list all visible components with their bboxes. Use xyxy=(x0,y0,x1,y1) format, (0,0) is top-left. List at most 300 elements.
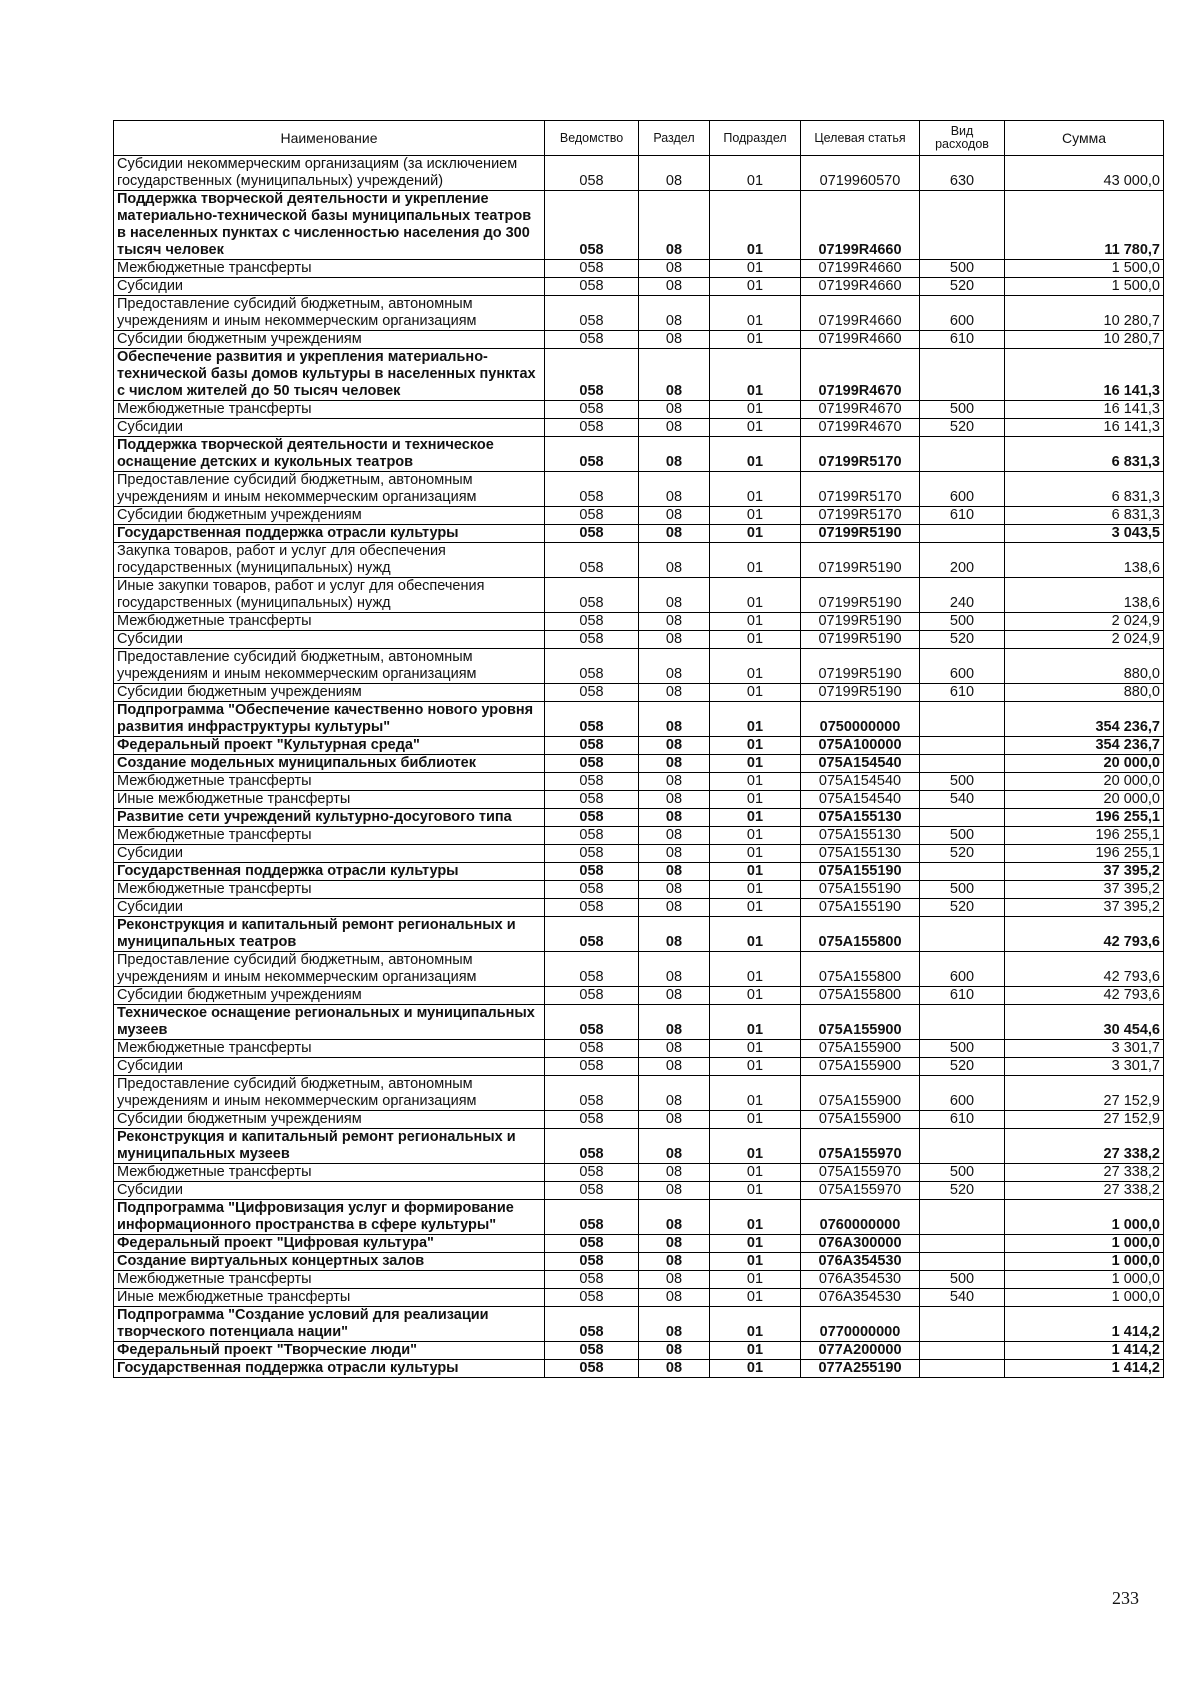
cell-target-article: 075А155800 xyxy=(801,987,920,1005)
cell-subsection: 01 xyxy=(710,156,801,191)
cell-subsection: 01 xyxy=(710,684,801,702)
cell-subsection: 01 xyxy=(710,260,801,278)
cell-subsection: 01 xyxy=(710,863,801,881)
cell-subsection: 01 xyxy=(710,613,801,631)
cell-name: Федеральный проект "Творческие люди" xyxy=(114,1342,545,1360)
cell-target-article: 075А155130 xyxy=(801,845,920,863)
cell-subsection: 01 xyxy=(710,1253,801,1271)
cell-target-article: 07199R4660 xyxy=(801,278,920,296)
cell-department: 058 xyxy=(545,472,639,507)
cell-subsection: 01 xyxy=(710,917,801,952)
cell-subsection: 01 xyxy=(710,507,801,525)
cell-name: Субсидии бюджетным учреждениям xyxy=(114,507,545,525)
cell-name: Техническое оснащение региональных и муниципальных музеев xyxy=(114,1005,545,1040)
cell-department: 058 xyxy=(545,1307,639,1342)
table-row xyxy=(114,684,1164,702)
cell-sum: 196 255,1 xyxy=(1005,809,1164,827)
table-row xyxy=(114,1307,1164,1342)
cell-section: 08 xyxy=(639,507,710,525)
cell-expense-type xyxy=(920,525,1005,543)
cell-target-article: 075А155190 xyxy=(801,863,920,881)
cell-target-article: 076А300000 xyxy=(801,1235,920,1253)
cell-subsection: 01 xyxy=(710,952,801,987)
cell-sum: 42 793,6 xyxy=(1005,917,1164,952)
cell-target-article: 075А155900 xyxy=(801,1076,920,1111)
cell-sum: 1 000,0 xyxy=(1005,1253,1164,1271)
cell-expense-type xyxy=(920,1253,1005,1271)
cell-expense-type: 600 xyxy=(920,472,1005,507)
cell-section: 08 xyxy=(639,1182,710,1200)
cell-subsection: 01 xyxy=(710,278,801,296)
cell-section: 08 xyxy=(639,613,710,631)
table-row xyxy=(114,917,1164,952)
cell-target-article: 075А155800 xyxy=(801,952,920,987)
cell-department: 058 xyxy=(545,791,639,809)
header-target-article: Целевая статья xyxy=(801,121,920,156)
cell-target-article: 076А354530 xyxy=(801,1253,920,1271)
cell-sum: 354 236,7 xyxy=(1005,737,1164,755)
cell-name: Межбюджетные трансферты xyxy=(114,260,545,278)
cell-department: 058 xyxy=(545,649,639,684)
cell-subsection: 01 xyxy=(710,1360,801,1378)
header-expense-type: Вид расходов xyxy=(920,121,1005,156)
cell-target-article: 0760000000 xyxy=(801,1200,920,1235)
cell-subsection: 01 xyxy=(710,331,801,349)
cell-section: 08 xyxy=(639,156,710,191)
cell-target-article: 07199R4670 xyxy=(801,349,920,401)
cell-name: Федеральный проект "Цифровая культура" xyxy=(114,1235,545,1253)
cell-sum: 43 000,0 xyxy=(1005,156,1164,191)
cell-sum: 16 141,3 xyxy=(1005,419,1164,437)
table-row xyxy=(114,827,1164,845)
cell-department: 058 xyxy=(545,1342,639,1360)
cell-name: Межбюджетные трансферты xyxy=(114,1271,545,1289)
cell-subsection: 01 xyxy=(710,1040,801,1058)
cell-subsection: 01 xyxy=(710,631,801,649)
cell-department: 058 xyxy=(545,278,639,296)
cell-section: 08 xyxy=(639,684,710,702)
cell-section: 08 xyxy=(639,1200,710,1235)
cell-section: 08 xyxy=(639,809,710,827)
table-row xyxy=(114,863,1164,881)
cell-name: Государственная поддержка отрасли культуры xyxy=(114,525,545,543)
cell-expense-type: 520 xyxy=(920,1182,1005,1200)
table-row xyxy=(114,419,1164,437)
cell-target-article: 075А155190 xyxy=(801,881,920,899)
cell-sum: 2 024,9 xyxy=(1005,631,1164,649)
cell-expense-type: 520 xyxy=(920,899,1005,917)
cell-subsection: 01 xyxy=(710,755,801,773)
cell-section: 08 xyxy=(639,1289,710,1307)
cell-sum: 1 000,0 xyxy=(1005,1289,1164,1307)
cell-subsection: 01 xyxy=(710,437,801,472)
cell-subsection: 01 xyxy=(710,773,801,791)
cell-expense-type: 500 xyxy=(920,613,1005,631)
cell-expense-type xyxy=(920,1235,1005,1253)
cell-expense-type: 630 xyxy=(920,156,1005,191)
cell-sum: 880,0 xyxy=(1005,684,1164,702)
cell-department: 058 xyxy=(545,613,639,631)
table-body xyxy=(114,156,1164,1378)
table-row xyxy=(114,1253,1164,1271)
budget-table-sheet xyxy=(113,120,1163,1378)
cell-target-article: 075А155190 xyxy=(801,899,920,917)
cell-subsection: 01 xyxy=(710,1235,801,1253)
cell-subsection: 01 xyxy=(710,1005,801,1040)
cell-target-article: 07199R5190 xyxy=(801,684,920,702)
cell-name: Федеральный проект "Культурная среда" xyxy=(114,737,545,755)
table-row xyxy=(114,987,1164,1005)
cell-department: 058 xyxy=(545,578,639,613)
cell-expense-type: 500 xyxy=(920,1271,1005,1289)
cell-target-article: 077А200000 xyxy=(801,1342,920,1360)
page-number: 233 xyxy=(1112,1588,1139,1608)
cell-department: 058 xyxy=(545,543,639,578)
cell-section: 08 xyxy=(639,1111,710,1129)
cell-sum: 1 500,0 xyxy=(1005,260,1164,278)
cell-expense-type xyxy=(920,737,1005,755)
cell-department: 058 xyxy=(545,863,639,881)
cell-department: 058 xyxy=(545,401,639,419)
cell-department: 058 xyxy=(545,845,639,863)
cell-target-article: 07199R5190 xyxy=(801,525,920,543)
table-row xyxy=(114,952,1164,987)
cell-name: Создание виртуальных концертных залов xyxy=(114,1253,545,1271)
cell-department: 058 xyxy=(545,1040,639,1058)
cell-department: 058 xyxy=(545,827,639,845)
cell-section: 08 xyxy=(639,525,710,543)
table-row xyxy=(114,631,1164,649)
cell-department: 058 xyxy=(545,1235,639,1253)
cell-section: 08 xyxy=(639,1129,710,1164)
cell-expense-type: 500 xyxy=(920,401,1005,419)
cell-expense-type xyxy=(920,191,1005,260)
cell-name: Обеспечение развития и укрепления материально-технической базы домов культуры в населенных пунктах с числом жителей до 50 тысяч человек xyxy=(114,349,545,401)
cell-subsection: 01 xyxy=(710,1111,801,1129)
cell-subsection: 01 xyxy=(710,1342,801,1360)
cell-department: 058 xyxy=(545,702,639,737)
cell-sum: 27 152,9 xyxy=(1005,1111,1164,1129)
cell-target-article: 075А154540 xyxy=(801,755,920,773)
cell-section: 08 xyxy=(639,437,710,472)
cell-sum: 6 831,3 xyxy=(1005,472,1164,507)
cell-name: Подпрограмма "Обеспечение качественно нового уровня развития инфраструктуры культуры" xyxy=(114,702,545,737)
cell-subsection: 01 xyxy=(710,987,801,1005)
table-row xyxy=(114,543,1164,578)
cell-target-article: 076А354530 xyxy=(801,1271,920,1289)
cell-name: Реконструкция и капитальный ремонт региональных и муниципальных театров xyxy=(114,917,545,952)
cell-department: 058 xyxy=(545,525,639,543)
cell-expense-type: 520 xyxy=(920,1058,1005,1076)
cell-department: 058 xyxy=(545,737,639,755)
table-row xyxy=(114,260,1164,278)
cell-department: 058 xyxy=(545,755,639,773)
cell-expense-type: 610 xyxy=(920,987,1005,1005)
cell-expense-type: 500 xyxy=(920,1164,1005,1182)
cell-name: Предоставление субсидий бюджетным, автономным учреждениям и иным некоммерческим организациям xyxy=(114,649,545,684)
table-row xyxy=(114,1005,1164,1040)
cell-sum: 30 454,6 xyxy=(1005,1005,1164,1040)
header-name: Наименование xyxy=(114,121,545,156)
cell-name: Субсидии xyxy=(114,631,545,649)
cell-target-article: 075А155900 xyxy=(801,1040,920,1058)
cell-expense-type: 520 xyxy=(920,631,1005,649)
cell-name: Межбюджетные трансферты xyxy=(114,1040,545,1058)
cell-section: 08 xyxy=(639,401,710,419)
cell-section: 08 xyxy=(639,260,710,278)
cell-target-article: 07199R5190 xyxy=(801,631,920,649)
cell-target-article: 075А100000 xyxy=(801,737,920,755)
cell-expense-type: 540 xyxy=(920,791,1005,809)
cell-sum: 1 414,2 xyxy=(1005,1342,1164,1360)
cell-target-article: 07199R4660 xyxy=(801,296,920,331)
cell-name: Субсидии xyxy=(114,845,545,863)
cell-section: 08 xyxy=(639,773,710,791)
cell-expense-type xyxy=(920,1342,1005,1360)
cell-sum: 354 236,7 xyxy=(1005,702,1164,737)
cell-subsection: 01 xyxy=(710,191,801,260)
header-department: Ведомство xyxy=(545,121,639,156)
cell-section: 08 xyxy=(639,349,710,401)
cell-section: 08 xyxy=(639,791,710,809)
table-row xyxy=(114,331,1164,349)
cell-target-article: 075А155970 xyxy=(801,1164,920,1182)
cell-section: 08 xyxy=(639,881,710,899)
cell-expense-type xyxy=(920,437,1005,472)
cell-target-article: 07199R4670 xyxy=(801,401,920,419)
cell-subsection: 01 xyxy=(710,702,801,737)
table-row xyxy=(114,702,1164,737)
cell-section: 08 xyxy=(639,863,710,881)
cell-subsection: 01 xyxy=(710,1129,801,1164)
cell-name: Предоставление субсидий бюджетным, автономным учреждениям и иным некоммерческим организациям xyxy=(114,952,545,987)
cell-name: Иные закупки товаров, работ и услуг для обеспечения государственных (муниципальных) нужд xyxy=(114,578,545,613)
cell-department: 058 xyxy=(545,507,639,525)
cell-section: 08 xyxy=(639,578,710,613)
cell-section: 08 xyxy=(639,472,710,507)
header-sum: Сумма xyxy=(1005,121,1164,156)
cell-expense-type xyxy=(920,1360,1005,1378)
cell-target-article: 0750000000 xyxy=(801,702,920,737)
table-row xyxy=(114,613,1164,631)
table-row xyxy=(114,1182,1164,1200)
cell-name: Реконструкция и капитальный ремонт региональных и муниципальных музеев xyxy=(114,1129,545,1164)
cell-target-article: 075А154540 xyxy=(801,773,920,791)
cell-name: Подпрограмма "Создание условий для реализации творческого потенциала нации" xyxy=(114,1307,545,1342)
cell-name: Развитие сети учреждений культурно-досугового типа xyxy=(114,809,545,827)
cell-section: 08 xyxy=(639,1307,710,1342)
cell-expense-type: 540 xyxy=(920,1289,1005,1307)
cell-expense-type: 600 xyxy=(920,296,1005,331)
cell-department: 058 xyxy=(545,1005,639,1040)
cell-section: 08 xyxy=(639,952,710,987)
cell-subsection: 01 xyxy=(710,1164,801,1182)
cell-name: Субсидии xyxy=(114,278,545,296)
cell-target-article: 075А155900 xyxy=(801,1111,920,1129)
cell-department: 058 xyxy=(545,296,639,331)
cell-expense-type: 610 xyxy=(920,507,1005,525)
cell-section: 08 xyxy=(639,1342,710,1360)
table-row xyxy=(114,1040,1164,1058)
cell-name: Субсидии xyxy=(114,1182,545,1200)
cell-section: 08 xyxy=(639,1271,710,1289)
cell-section: 08 xyxy=(639,737,710,755)
cell-expense-type: 520 xyxy=(920,278,1005,296)
cell-department: 058 xyxy=(545,1058,639,1076)
cell-section: 08 xyxy=(639,827,710,845)
cell-sum: 1 000,0 xyxy=(1005,1200,1164,1235)
cell-section: 08 xyxy=(639,191,710,260)
cell-section: 08 xyxy=(639,649,710,684)
cell-sum: 1 000,0 xyxy=(1005,1235,1164,1253)
cell-expense-type xyxy=(920,1129,1005,1164)
cell-subsection: 01 xyxy=(710,472,801,507)
cell-target-article: 07199R4660 xyxy=(801,191,920,260)
cell-name: Межбюджетные трансферты xyxy=(114,827,545,845)
table-row xyxy=(114,1058,1164,1076)
cell-subsection: 01 xyxy=(710,543,801,578)
cell-sum: 3 301,7 xyxy=(1005,1058,1164,1076)
cell-name: Поддержка творческой деятельности и укрепление материально-технической базы муниципальных театров в населенных пунктах с численностью населения до 300 тысяч человек xyxy=(114,191,545,260)
cell-department: 058 xyxy=(545,331,639,349)
cell-target-article: 075А155130 xyxy=(801,809,920,827)
cell-section: 08 xyxy=(639,419,710,437)
cell-department: 058 xyxy=(545,1129,639,1164)
cell-expense-type xyxy=(920,349,1005,401)
table-row xyxy=(114,755,1164,773)
cell-department: 058 xyxy=(545,917,639,952)
header-section: Раздел xyxy=(639,121,710,156)
cell-name: Межбюджетные трансферты xyxy=(114,1164,545,1182)
cell-target-article: 075А155900 xyxy=(801,1058,920,1076)
table-row xyxy=(114,296,1164,331)
cell-sum: 6 831,3 xyxy=(1005,507,1164,525)
cell-expense-type xyxy=(920,1005,1005,1040)
cell-target-article: 07199R5170 xyxy=(801,507,920,525)
cell-sum: 6 831,3 xyxy=(1005,437,1164,472)
table-row xyxy=(114,278,1164,296)
cell-subsection: 01 xyxy=(710,349,801,401)
cell-name: Субсидии бюджетным учреждениям xyxy=(114,987,545,1005)
cell-target-article: 075А155800 xyxy=(801,917,920,952)
table-row xyxy=(114,737,1164,755)
cell-department: 058 xyxy=(545,684,639,702)
table-row xyxy=(114,1111,1164,1129)
cell-target-article: 0770000000 xyxy=(801,1307,920,1342)
table-row xyxy=(114,845,1164,863)
cell-section: 08 xyxy=(639,1005,710,1040)
cell-section: 08 xyxy=(639,331,710,349)
cell-sum: 138,6 xyxy=(1005,543,1164,578)
table-row xyxy=(114,1360,1164,1378)
cell-name: Поддержка творческой деятельности и техническое оснащение детских и кукольных театров xyxy=(114,437,545,472)
table-row xyxy=(114,1289,1164,1307)
cell-department: 058 xyxy=(545,952,639,987)
cell-subsection: 01 xyxy=(710,578,801,613)
cell-sum: 27 338,2 xyxy=(1005,1129,1164,1164)
cell-target-article: 07199R5190 xyxy=(801,578,920,613)
cell-sum: 37 395,2 xyxy=(1005,899,1164,917)
budget-table xyxy=(113,120,1164,1378)
table-row xyxy=(114,578,1164,613)
cell-expense-type: 600 xyxy=(920,1076,1005,1111)
cell-name: Создание модельных муниципальных библиотек xyxy=(114,755,545,773)
cell-sum: 138,6 xyxy=(1005,578,1164,613)
cell-department: 058 xyxy=(545,881,639,899)
cell-sum: 10 280,7 xyxy=(1005,331,1164,349)
cell-expense-type: 610 xyxy=(920,331,1005,349)
cell-subsection: 01 xyxy=(710,1289,801,1307)
cell-department: 058 xyxy=(545,191,639,260)
cell-expense-type: 200 xyxy=(920,543,1005,578)
table-row xyxy=(114,472,1164,507)
cell-sum: 196 255,1 xyxy=(1005,827,1164,845)
cell-name: Иные межбюджетные трансферты xyxy=(114,1289,545,1307)
cell-department: 058 xyxy=(545,809,639,827)
cell-target-article: 075А155900 xyxy=(801,1005,920,1040)
cell-department: 058 xyxy=(545,349,639,401)
cell-subsection: 01 xyxy=(710,1200,801,1235)
cell-section: 08 xyxy=(639,1076,710,1111)
cell-target-article: 07199R4660 xyxy=(801,331,920,349)
header-subsection: Подраздел xyxy=(710,121,801,156)
cell-sum: 1 500,0 xyxy=(1005,278,1164,296)
table-row xyxy=(114,649,1164,684)
cell-subsection: 01 xyxy=(710,296,801,331)
table-row xyxy=(114,191,1164,260)
table-row xyxy=(114,525,1164,543)
cell-department: 058 xyxy=(545,1111,639,1129)
table-row xyxy=(114,1200,1164,1235)
cell-name: Субсидии бюджетным учреждениям xyxy=(114,684,545,702)
cell-expense-type: 610 xyxy=(920,684,1005,702)
cell-name: Предоставление субсидий бюджетным, автономным учреждениям и иным некоммерческим организациям xyxy=(114,1076,545,1111)
cell-expense-type xyxy=(920,863,1005,881)
cell-department: 058 xyxy=(545,1164,639,1182)
cell-subsection: 01 xyxy=(710,401,801,419)
cell-subsection: 01 xyxy=(710,845,801,863)
cell-expense-type xyxy=(920,1307,1005,1342)
cell-sum: 20 000,0 xyxy=(1005,755,1164,773)
cell-expense-type: 600 xyxy=(920,952,1005,987)
cell-department: 058 xyxy=(545,1271,639,1289)
table-row xyxy=(114,437,1164,472)
table-row xyxy=(114,899,1164,917)
cell-name: Государственная поддержка отрасли культуры xyxy=(114,863,545,881)
cell-expense-type: 500 xyxy=(920,1040,1005,1058)
cell-name: Субсидии некоммерческим организациям (за исключением государственных (муниципальных) учреждений) xyxy=(114,156,545,191)
cell-target-article: 077А255190 xyxy=(801,1360,920,1378)
table-row xyxy=(114,156,1164,191)
cell-name: Предоставление субсидий бюджетным, автономным учреждениям и иным некоммерческим организациям xyxy=(114,472,545,507)
cell-sum: 20 000,0 xyxy=(1005,791,1164,809)
cell-sum: 16 141,3 xyxy=(1005,349,1164,401)
cell-sum: 42 793,6 xyxy=(1005,952,1164,987)
cell-target-article: 07199R5170 xyxy=(801,472,920,507)
cell-expense-type: 500 xyxy=(920,881,1005,899)
cell-sum: 3 301,7 xyxy=(1005,1040,1164,1058)
cell-name: Подпрограмма "Цифровизация услуг и формирование информационного пространства в сфере культуры" xyxy=(114,1200,545,1235)
cell-name: Государственная поддержка отрасли культуры xyxy=(114,1360,545,1378)
cell-expense-type: 520 xyxy=(920,845,1005,863)
cell-expense-type xyxy=(920,1200,1005,1235)
cell-sum: 37 395,2 xyxy=(1005,881,1164,899)
cell-section: 08 xyxy=(639,1253,710,1271)
cell-section: 08 xyxy=(639,1040,710,1058)
cell-section: 08 xyxy=(639,1164,710,1182)
cell-sum: 20 000,0 xyxy=(1005,773,1164,791)
cell-expense-type: 500 xyxy=(920,773,1005,791)
